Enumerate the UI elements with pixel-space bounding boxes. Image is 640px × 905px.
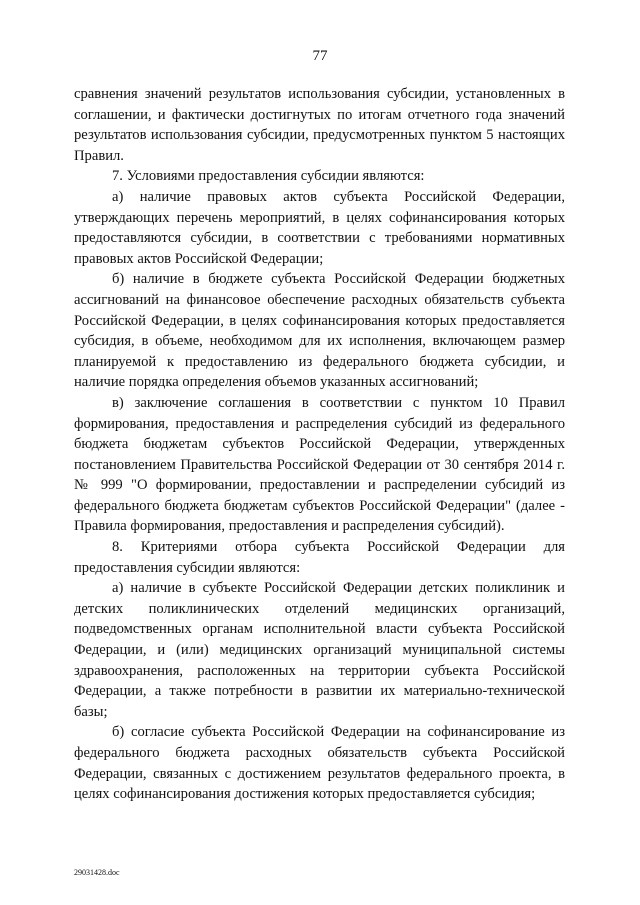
paragraph-7b: б) наличие в бюджете субъекта Российской Федерации бюджетных ассигнований на финансовое обеспечение расходных обязательств субъекта Российской Федерации, в целях софинансирования которых предоставляется субсидия, в объеме, необходимом для их исполнения, включающем размер планируемой к предоставлению из федерального бюджета субсидии, и наличие порядка определения объемов указанных ассигнований; bbox=[74, 271, 565, 391]
page-number: 77 bbox=[312, 48, 328, 64]
paragraph-7-intro: 7. Условиями предоставления субсидии являются: bbox=[112, 168, 425, 185]
paragraph-8b: б) согласие субъекта Российской Федерации на софинансирование из федерального бюджета расходных обязательств субъекта Российской Федерации, связанных с достижением результатов федерального проекта, в целях софинансирования достижения которых предоставляется субсидия; bbox=[74, 724, 565, 803]
document-body bbox=[74, 84, 565, 805]
paragraph-continuation: сравнения значений результатов использования субсидии, установленных в соглашении, и фактически достигнутых по итогам отчетного года значений результатов использования субсидии, предусмотренных пунктом 5 настоящих Правил. bbox=[74, 86, 565, 164]
paragraph-8-intro: 8. Критериями отбора субъекта Российской Федерации для предоставления субсидии являются: bbox=[74, 539, 565, 576]
footer-file-name: 29031428.doc bbox=[74, 868, 120, 877]
paragraph-8a: а) наличие в субъекте Российской Федерации детских поликлиник и детских поликлинических отделений медицинских организаций, подведомственных органам исполнительной власти субъекта Российской Федерации, и (или) медицинских организаций муниципальной системы здравоохранения, расположенных на территории субъекта Российской Федерации, а также потребности в развитии их материально-технической базы; bbox=[74, 580, 565, 720]
paragraph-7v: в) заключение соглашения в соответствии с пунктом 10 Правил формирования, предоставления и распределения субсидий из федерального бюджета бюджетам субъектов Российской Федерации, утвержденных постановлением Правительства Российской Федерации от 30 сентября 2014 г. № 999 "О формировании, предоставлении и распределении субсидий из федерального бюджета бюджетам субъектов Российской Федерации" (далее - Правила формирования, предоставления и распределения субсидий). bbox=[74, 394, 565, 535]
paragraph-7a: а) наличие правовых актов субъекта Российской Федерации, утверждающих перечень мероприятий, в целях софинансирования которых предоставляются субсидии, в соответствии с требованиями нормативных правовых актов Российской Федерации; bbox=[74, 188, 565, 267]
